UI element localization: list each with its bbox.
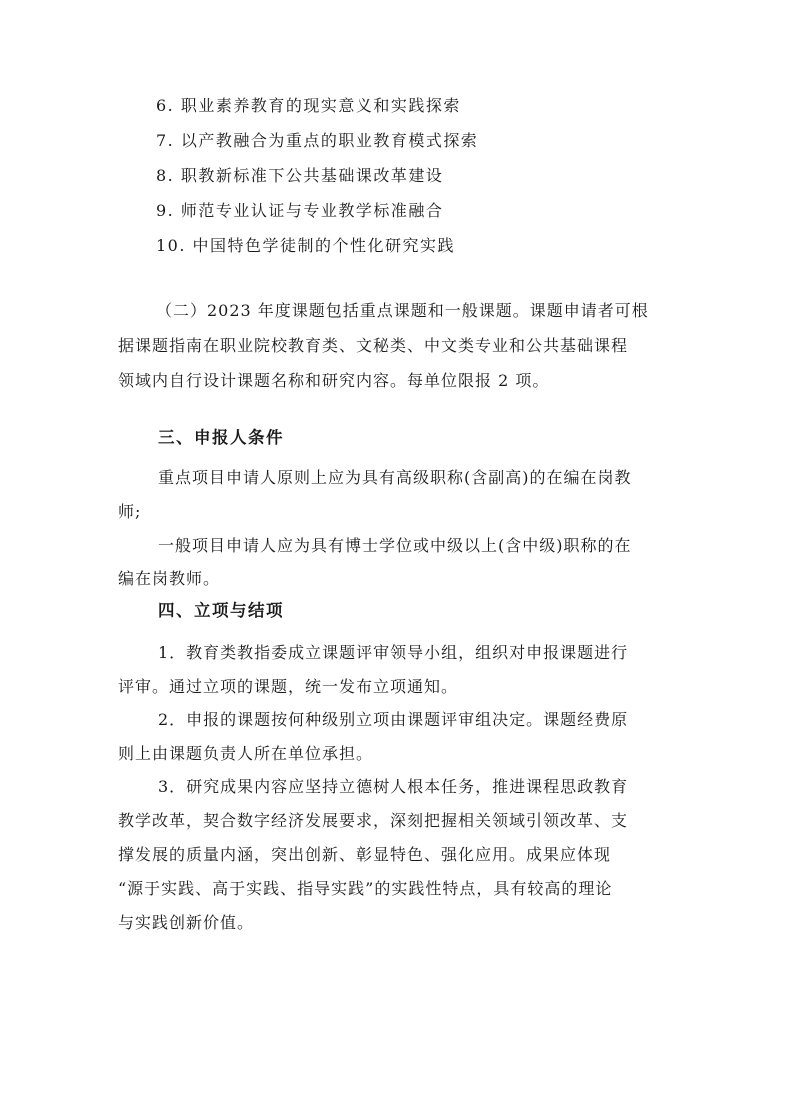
section4-heading: 四、立项与结项 [158,601,284,620]
topic-item-9: 9. 师范专业认证与专业教学标准融合 [156,201,444,220]
section3-para1-line-2: 师; [118,502,142,521]
section4-item3-line-2: 教学改革，契合数字经济发展要求，深刻把握相关领域引领改革、支 [118,811,629,830]
section4-item3-line-1: 3．研究成果内容应坚持立德树人根本任务，推进课程思政教育 [158,777,629,796]
section3-para2-line-2: 编在岗教师。 [118,569,221,588]
section3-para2-line-1: 一般项目申请人应为具有博士学位或中级以上(含中级)职称的在 [158,536,632,555]
topic-item-6: 6. 职业素养教育的现实意义和实践探索 [156,96,461,115]
section4-item3-line-5: 与实践创新价值。 [118,913,255,932]
section3-para1-line-1: 重点项目申请人原则上应为具有高级职称(含副高)的在编在岗教 [158,468,632,487]
section4-item3-line-4: “源于实践、高于实践、指导实践”的实践性特点，具有较高的理论 [118,879,613,898]
topic-item-10: 10. 中国特色学徒制的个性化研究实践 [156,236,456,255]
section4-item3-line-3: 撑发展的质量内涵，突出创新、彰显特色、强化应用。成果应体现 [118,845,612,864]
topic-item-7: 7. 以产教融合为重点的职业教育模式探索 [156,131,479,150]
section3-heading: 三、申报人条件 [158,428,284,447]
section4-item2-line-2: 则上由课题负责人所在单位承担。 [118,744,374,763]
section2-line-2: 据课题指南在职业院校教育类、文秘类、中文类专业和公共基础课程 [118,336,629,355]
section2-line-3: 领域内自行设计课题名称和研究内容。每单位限报 2 项。 [118,371,550,390]
section4-item2-line-1: 2．申报的课题按何种级别立项由课题评审组决定。课题经费原 [158,710,629,729]
topic-item-8: 8. 职教新标准下公共基础课改革建设 [156,166,444,185]
section4-item1-line-1: 1．教育类教指委成立课题评审领导小组，组织对申报课题进行 [158,643,629,662]
section2-line-1: （二）2023 年度课题包括重点课题和一般课题。课题申请者可根 [156,301,649,320]
section4-item1-line-2: 评审。通过立项的课题，统一发布立项通知。 [118,677,459,696]
